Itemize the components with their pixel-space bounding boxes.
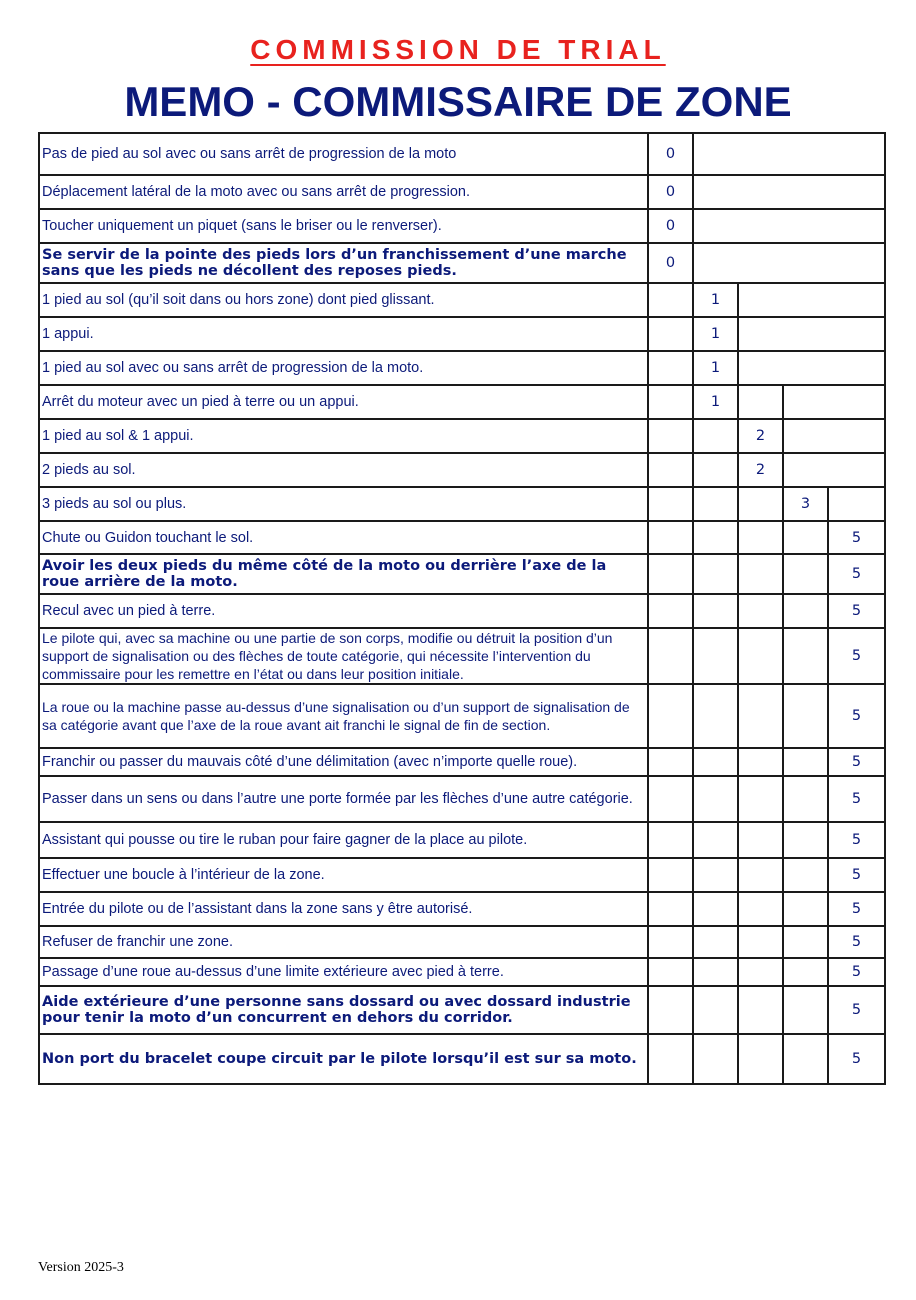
empty-score-cell (648, 926, 693, 958)
infraction-description: Passage d’une roue au-dessus d’une limite extérieure avec pied à terre. (39, 958, 648, 986)
infraction-description: 1 pied au sol (qu’il soit dans ou hors zone) dont pied glissant. (39, 283, 648, 317)
table-row (39, 133, 885, 175)
empty-score-cell (738, 385, 783, 419)
infraction-description: Aide extérieure d’une personne sans dossard ou avec dossard industrie pour tenir la moto d’un concurrent en dehors du corridor. (39, 986, 648, 1034)
empty-score-cell (693, 453, 738, 487)
penalty-score: 5 (828, 986, 885, 1034)
empty-score-cell (693, 243, 885, 283)
penalty-score: 5 (828, 822, 885, 858)
infraction-description: Chute ou Guidon touchant le sol. (39, 521, 648, 554)
empty-score-cell (693, 133, 885, 175)
infraction-description: La roue ou la machine passe au-dessus d’une signalisation ou d’un support de signalisation de sa catégorie avant que l’axe de la roue avant ait franchi le signal de fin de section. (39, 684, 648, 748)
empty-score-cell (693, 892, 738, 926)
infraction-description: Avoir les deux pieds du même côté de la moto ou derrière l’axe de la roue arrière de la moto. (39, 554, 648, 594)
empty-score-cell (648, 594, 693, 628)
empty-score-cell (693, 1034, 738, 1084)
table-row (39, 684, 885, 748)
table-row (39, 554, 885, 594)
table-row (39, 209, 885, 243)
empty-score-cell (783, 554, 828, 594)
empty-score-cell (648, 385, 693, 419)
penalty-table (38, 132, 886, 1085)
penalty-score: 0 (648, 175, 693, 209)
penalty-score: 5 (828, 628, 885, 684)
penalty-score: 5 (828, 594, 885, 628)
infraction-description: 1 pied au sol & 1 appui. (39, 419, 648, 453)
infraction-description: Se servir de la pointe des pieds lors d’un franchissement d’une marche sans que les pieds ne décollent des reposes pieds. (39, 243, 648, 283)
penalty-score: 5 (828, 521, 885, 554)
empty-score-cell (648, 748, 693, 776)
empty-score-cell (783, 453, 885, 487)
table-row (39, 175, 885, 209)
empty-score-cell (783, 521, 828, 554)
empty-score-cell (648, 453, 693, 487)
table-row (39, 892, 885, 926)
empty-score-cell (738, 317, 885, 351)
table-row (39, 958, 885, 986)
table-row (39, 243, 885, 283)
empty-score-cell (693, 594, 738, 628)
infraction-description: Arrêt du moteur avec un pied à terre ou un appui. (39, 385, 648, 419)
empty-score-cell (738, 986, 783, 1034)
empty-score-cell (783, 822, 828, 858)
infraction-description: Pas de pied au sol avec ou sans arrêt de progression de la moto (39, 133, 648, 175)
empty-score-cell (738, 892, 783, 926)
infraction-description: Le pilote qui, avec sa machine ou une partie de son corps, modifie ou détruit la position d’un support de signalisation ou des flèches de toute catégorie, qui nécessite l’intervention du commissaire pour les remettre en l’état ou dans leur position initiale. (39, 628, 648, 684)
penalty-score: 5 (828, 776, 885, 822)
table-row (39, 926, 885, 958)
table-row (39, 453, 885, 487)
penalty-score: 5 (828, 684, 885, 748)
empty-score-cell (693, 684, 738, 748)
table-row (39, 822, 885, 858)
empty-score-cell (693, 986, 738, 1034)
empty-score-cell (738, 487, 783, 521)
empty-score-cell (738, 958, 783, 986)
empty-score-cell (783, 385, 885, 419)
table-row (39, 628, 885, 684)
penalty-score: 2 (738, 419, 783, 453)
empty-score-cell (693, 487, 738, 521)
empty-score-cell (693, 628, 738, 684)
empty-score-cell (693, 554, 738, 594)
penalty-score: 1 (693, 283, 738, 317)
infraction-description: Franchir ou passer du mauvais côté d’une délimitation (avec n’importe quelle roue). (39, 748, 648, 776)
empty-score-cell (738, 283, 885, 317)
empty-score-cell (783, 748, 828, 776)
empty-score-cell (738, 1034, 783, 1084)
empty-score-cell (738, 684, 783, 748)
penalty-score: 1 (693, 351, 738, 385)
penalty-score: 5 (828, 926, 885, 958)
penalty-score: 5 (828, 858, 885, 892)
penalty-table-body (39, 133, 885, 1084)
table-row (39, 1034, 885, 1084)
empty-score-cell (648, 958, 693, 986)
penalty-score: 5 (828, 1034, 885, 1084)
table-row (39, 748, 885, 776)
empty-score-cell (783, 628, 828, 684)
table-row (39, 986, 885, 1034)
empty-score-cell (693, 776, 738, 822)
empty-score-cell (738, 554, 783, 594)
empty-score-cell (783, 776, 828, 822)
infraction-description: Recul avec un pied à terre. (39, 594, 648, 628)
empty-score-cell (648, 858, 693, 892)
empty-score-cell (648, 419, 693, 453)
empty-score-cell (783, 594, 828, 628)
table-row (39, 858, 885, 892)
empty-score-cell (693, 958, 738, 986)
empty-score-cell (783, 986, 828, 1034)
empty-score-cell (828, 487, 885, 521)
infraction-description: Assistant qui pousse ou tire le ruban pour faire gagner de la place au pilote. (39, 822, 648, 858)
empty-score-cell (738, 748, 783, 776)
penalty-score: 0 (648, 133, 693, 175)
penalty-score: 5 (828, 892, 885, 926)
empty-score-cell (648, 521, 693, 554)
infraction-description: Refuser de franchir une zone. (39, 926, 648, 958)
empty-score-cell (693, 926, 738, 958)
table-row (39, 283, 885, 317)
empty-score-cell (738, 351, 885, 385)
empty-score-cell (648, 776, 693, 822)
table-row (39, 317, 885, 351)
penalty-score: 5 (828, 958, 885, 986)
penalty-score: 3 (783, 487, 828, 521)
infraction-description: Effectuer une boucle à l’intérieur de la zone. (39, 858, 648, 892)
table-row (39, 487, 885, 521)
empty-score-cell (693, 419, 738, 453)
empty-score-cell (783, 958, 828, 986)
empty-score-cell (648, 1034, 693, 1084)
empty-score-cell (738, 858, 783, 892)
penalty-score: 0 (648, 209, 693, 243)
empty-score-cell (648, 487, 693, 521)
table-row (39, 385, 885, 419)
empty-score-cell (648, 554, 693, 594)
empty-score-cell (648, 892, 693, 926)
infraction-description: Entrée du pilote ou de l’assistant dans la zone sans y être autorisé. (39, 892, 648, 926)
empty-score-cell (648, 628, 693, 684)
empty-score-cell (738, 628, 783, 684)
empty-score-cell (648, 822, 693, 858)
empty-score-cell (738, 521, 783, 554)
empty-score-cell (783, 1034, 828, 1084)
infraction-description: 2 pieds au sol. (39, 453, 648, 487)
empty-score-cell (783, 684, 828, 748)
empty-score-cell (693, 521, 738, 554)
infraction-description: Passer dans un sens ou dans l’autre une porte formée par les flèches d’une autre catégorie. (39, 776, 648, 822)
empty-score-cell (693, 175, 885, 209)
penalty-score: 1 (693, 317, 738, 351)
empty-score-cell (738, 776, 783, 822)
empty-score-cell (648, 986, 693, 1034)
empty-score-cell (738, 594, 783, 628)
empty-score-cell (648, 684, 693, 748)
penalty-score: 2 (738, 453, 783, 487)
empty-score-cell (648, 283, 693, 317)
table-row (39, 594, 885, 628)
version-label: Version 2025-3 (38, 1260, 124, 1275)
infraction-description: 1 pied au sol avec ou sans arrêt de progression de la moto. (39, 351, 648, 385)
empty-score-cell (693, 748, 738, 776)
empty-score-cell (783, 858, 828, 892)
infraction-description: 3 pieds au sol ou plus. (39, 487, 648, 521)
penalty-score: 5 (828, 748, 885, 776)
empty-score-cell (648, 317, 693, 351)
empty-score-cell (783, 892, 828, 926)
empty-score-cell (738, 822, 783, 858)
empty-score-cell (693, 209, 885, 243)
empty-score-cell (738, 926, 783, 958)
infraction-description: Non port du bracelet coupe circuit par le pilote lorsqu’il est sur sa moto. (39, 1034, 648, 1084)
empty-score-cell (693, 822, 738, 858)
empty-score-cell (783, 419, 885, 453)
penalty-score: 1 (693, 385, 738, 419)
empty-score-cell (783, 926, 828, 958)
infraction-description: Déplacement latéral de la moto avec ou sans arrêt de progression. (39, 175, 648, 209)
empty-score-cell (693, 858, 738, 892)
page-title: MEMO - COMMISSAIRE DE ZONE (124, 78, 792, 125)
commission-heading: COMMISSION DE TRIAL (250, 34, 666, 65)
penalty-score: 5 (828, 554, 885, 594)
table-row (39, 776, 885, 822)
table-row (39, 419, 885, 453)
infraction-description: 1 appui. (39, 317, 648, 351)
empty-score-cell (648, 351, 693, 385)
infraction-description: Toucher uniquement un piquet (sans le briser ou le renverser). (39, 209, 648, 243)
table-row (39, 521, 885, 554)
penalty-score: 0 (648, 243, 693, 283)
table-row (39, 351, 885, 385)
